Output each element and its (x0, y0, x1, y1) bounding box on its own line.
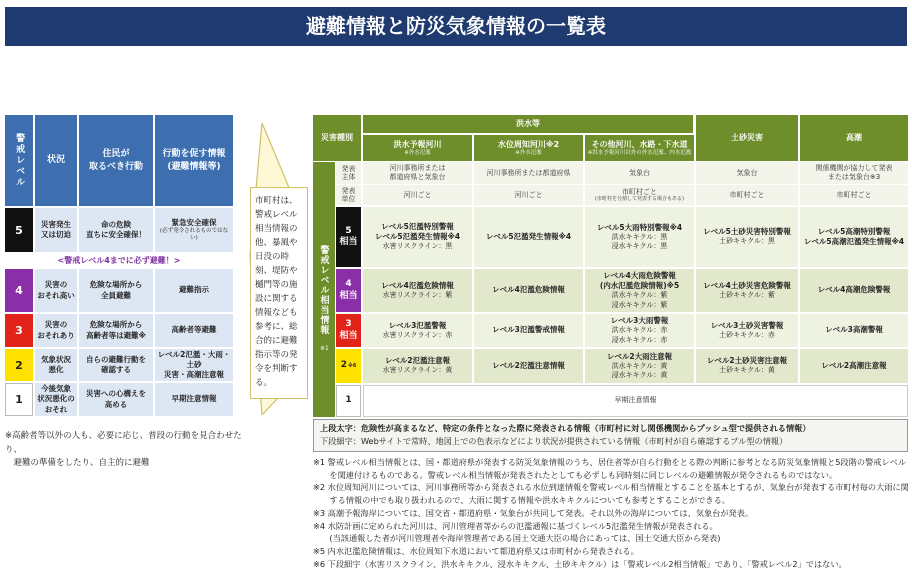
warning-detail: 洪水キキクル：黒 (611, 232, 668, 241)
warning-name: レベル3高潮警報 (825, 325, 883, 335)
column-label: 水位周知河川※2 (497, 139, 560, 149)
equivalent-info-label: 警戒レベル相当情報 (313, 162, 335, 417)
warning-detail: 浸水キキクル：黄 (611, 371, 668, 380)
header-info: 行動を促す情報 (避難情報等) (155, 115, 233, 206)
info-cell (155, 349, 233, 381)
warning-cell (363, 349, 472, 383)
warning-cell (696, 349, 798, 383)
issuer-cell: 気象台 (696, 162, 798, 184)
footnote-line: ※4 水防計画に定められた河川は、河川管理者等からの氾濫通報に基づくレベル5氾濫発生情報が発表される。 (313, 520, 718, 531)
info-label: 緊急安全確保 (171, 217, 217, 227)
level-equiv-badge: 4 相当 (336, 269, 361, 312)
info-cell (155, 208, 233, 252)
unit-cell (696, 185, 798, 205)
warning-cell (696, 269, 798, 312)
footnote-line: を関連付けるものである。警戒レベル相当情報が発表されたとしても必ずしも同時刻に同じレベルの避難情報が発令されるものではない。 (313, 469, 838, 480)
warning-name: レベル5大雨特別警報※4 (596, 222, 683, 232)
warning-detail: 浸水キキクル：赤 (611, 335, 668, 344)
warning-name: レベル5氾濫特別警報 (381, 222, 454, 232)
action-cell: 自らの避難行動を 確認する (79, 349, 153, 381)
municipality-note: 市町村は、警戒レベル相当情報の他、暴風や日没の時刻、堤防や樋門等の施設に関する情報なども参考に、総合的に避難指示等の発令を判断する。 (250, 187, 308, 399)
warning-detail: 水害リスクライン：赤 (382, 330, 453, 339)
warning-name: レベル4大雨危険警報 (603, 270, 676, 280)
column-label: 洪水予報河川 (393, 139, 442, 149)
early-warning-cell: 早期注意情報 (363, 385, 908, 417)
warning-cell (696, 314, 798, 347)
warning-detail: 水害リスクライン：紫 (382, 290, 453, 299)
header-disaster-type: 災害種別 (313, 115, 361, 161)
footnote-line: する情報の中でも取り扱われるので、大雨に関する情報や洪水キキクルについても参考とすることができる。 (313, 495, 730, 506)
level-equiv-badge: 1 (336, 385, 361, 417)
warning-name: レベル4氾濫危険情報 (492, 285, 565, 295)
warning-detail: 水害リスクライン：黄 (382, 366, 453, 375)
unit-value: 市町村ごと (622, 187, 657, 196)
warning-cell (585, 207, 694, 267)
level-equiv-badge: 5 相当 (336, 207, 361, 267)
warning-detail: 浸水キキクル：紫 (611, 300, 668, 309)
level-badge: 3 (5, 314, 33, 347)
warning-cell (474, 314, 583, 347)
column-label: 高潮 (846, 133, 862, 142)
warning-cell (800, 314, 908, 347)
level-equiv-badge: 3 相当 (336, 314, 361, 347)
warning-name: レベル5高潮特別警報 (817, 226, 891, 236)
legend-thin: 下段細字：Webサイトで常時、地図上での色表示などにより状況が提供されている情報（市町村が自ら確認するプル型の情報） (320, 436, 788, 447)
issuer-label: 発表 主体 (336, 162, 361, 184)
column-sublabel: ※洪水予報河川以外の外水氾濫、内水氾濫 (587, 149, 692, 156)
page-title: 避難情報と防災気象情報の一覧表 (5, 7, 907, 46)
warning-name: レベル2高潮注意報 (821, 360, 887, 370)
action-cell: 災害への心構えを 高める (79, 383, 153, 416)
footnote-line: ※3 高潮予報海岸については、国交省・都道府県・気象台が共同して発表。それ以外の海岸については、気象台が発表。 (313, 507, 754, 518)
legend-box (313, 419, 908, 452)
action-cell: 命の危険 直ちに安全確保！ (79, 208, 153, 252)
issuer-cell: 関係機関が協力して発表 または気象台※3 (800, 162, 908, 184)
column-sublabel: ※外水氾濫 (404, 149, 431, 156)
warning-detail: 水害リスクライン：黒 (382, 242, 453, 251)
warning-name: レベル2氾濫注意報 (384, 356, 451, 366)
unit-cell (585, 185, 694, 205)
warning-cell (696, 207, 798, 267)
footnote-line: ※6 下段細字（水害リスクライン、洪水キキクル、浸水キキクル、土砂キキクル）は「警戒レベル2相当情報」であり、「警戒レベル2」ではない。 (313, 558, 847, 569)
left-note: ※高齢者等以外の人も、必要に応じ、普段の行動を見合わせたり、 避難の準備をしたり、自主的に避難 (5, 431, 242, 469)
warning-name: レベル4土砂災害危険警報 (703, 280, 791, 290)
warning-name: レベル5氾濫発生情報※4 (485, 231, 572, 241)
column-header (363, 135, 472, 161)
column-header (696, 115, 798, 161)
column-header (800, 115, 908, 161)
level-equiv-badge: 2 ※6 (336, 349, 361, 383)
warning-detail: 洪水キキクル：紫 (611, 291, 668, 300)
unit-value: 河川ごと (514, 190, 543, 199)
warning-name: レベル4氾濫危険情報 (381, 280, 454, 290)
info-sublabel: (必ず発令されるものではない) (159, 227, 229, 242)
info-label: レベル2氾濫・大雨・土砂 災害・高潮注意報 (157, 349, 231, 380)
action-cell: 危険な場所から 高齢者等は避難※ (79, 314, 153, 347)
issuer-cell: 河川事務所または都道府県 (474, 162, 583, 184)
level-badge: 2 (5, 349, 33, 381)
warning-cell (363, 207, 472, 267)
warning-cell (474, 269, 583, 312)
column-header (585, 135, 694, 161)
footnote-line: ※2 水位周知河川については、河川事務所等から発表される水位到達情報を警戒レベル相当情報とすることを基本とするが、気象台が発表する市町村毎の大雨に関 (313, 482, 909, 493)
warning-name: レベル2大雨注意報 (606, 351, 673, 361)
level-badge: 5 (5, 208, 33, 252)
warning-detail: 土砂キキクル：紫 (719, 290, 775, 299)
header-flood: 洪水等 (363, 115, 693, 133)
warning-cell (800, 269, 908, 312)
warning-name: レベル3土砂災害警報 (710, 320, 784, 330)
column-header (474, 135, 583, 161)
legend-bold: 上段太字：危険性が高まるなど、特定の条件となった際に発表される情報（市町村に対し関係機関からプッシュ型で提供される情報） (320, 423, 811, 433)
warning-cell (363, 314, 472, 347)
warning-name: レベル5高潮氾濫発生情報※4 (803, 237, 905, 246)
unit-sub: (市町村を分割して発表する場合もある) (595, 196, 684, 203)
info-label: 高齢者等避難 (171, 325, 217, 335)
info-cell (155, 383, 233, 416)
info-cell (155, 269, 233, 312)
situation-cell: 今後気象 状況悪化の おそれ (35, 383, 77, 416)
warning-name: レベル2氾濫注意情報 (492, 360, 565, 370)
warning-detail: 洪水キキクル：黄 (611, 361, 668, 370)
unit-cell (800, 185, 908, 205)
column-label: 土砂災害 (731, 133, 763, 142)
info-cell (155, 314, 233, 347)
issuer-cell: 河川事務所または 都道府県と気象台 (363, 162, 472, 184)
warning-cell (800, 349, 908, 383)
footnotes (313, 456, 910, 570)
header-situation: 状況 (35, 115, 77, 206)
situation-cell: 災害発生 又は切迫 (35, 208, 77, 252)
warning-name: (内水氾濫危険情報)※5 (599, 281, 680, 291)
info-label: 早期注意情報 (171, 394, 217, 404)
warning-detail: 浸水キキクル：黒 (611, 242, 668, 251)
footnote-line: ※1 警戒レベル相当情報とは、国・都道府県が発表する防災気象情報のうち、居住者等が自ら行動をとる際の判断に参考となる防災気象情報と5段階の警戒レベル (313, 457, 907, 467)
warning-cell (585, 349, 694, 383)
warning-cell (363, 269, 472, 312)
unit-value: 市町村ごと (836, 190, 872, 199)
level-note: ※6 (347, 362, 357, 369)
warning-name: レベル2土砂災害注意報 (706, 356, 788, 366)
unit-value: 市町村ごと (729, 190, 765, 199)
warning-name: レベル4高潮危険警報 (817, 285, 891, 295)
warning-cell (474, 207, 583, 267)
column-label: その他河川、水路・下水道 (591, 139, 688, 149)
level-badge: 1 (5, 383, 33, 416)
issuer-cell: 気象台 (585, 162, 694, 184)
unit-label: 発表 単位 (336, 185, 361, 205)
column-sublabel: ※外水氾濫 (515, 149, 542, 156)
info-label: 避難指示 (179, 285, 209, 295)
warning-detail: 洪水キキクル：赤 (611, 326, 668, 335)
warning-name: レベル3氾濫警報 (388, 320, 447, 330)
warning-detail: 土砂キキクル：黒 (719, 237, 775, 246)
situation-cell: 気象状況 悪化 (35, 349, 77, 381)
warning-detail: 土砂キキクル：赤 (719, 330, 775, 339)
header-level: 警戒レベル (5, 115, 33, 206)
footnote-line: (当該通報した者が河川管理者や海岸管理者である国土交通大臣の場合にあっては、国土交通大臣から発表) (313, 533, 721, 544)
footnote-line: ※5 内水氾濫危険情報は、水位周知下水道において都道府県又は市町村から発表される。 (313, 545, 639, 556)
evacuate-before-level4: <警戒レベル4までに必ず避難！> (57, 256, 181, 265)
header-action: 住民が 取るべき行動 (79, 115, 153, 206)
warning-name: レベル5土砂災害特別警報 (703, 227, 791, 237)
warning-cell (585, 314, 694, 347)
situation-cell: 災害の おそれ高い (35, 269, 77, 312)
warning-cell (474, 349, 583, 383)
side-note: ※1 (320, 345, 329, 352)
unit-cell (474, 185, 583, 205)
warning-name: レベル3氾濫警戒情報 (492, 325, 565, 335)
level-badge: 4 (5, 269, 33, 312)
warning-detail: 土砂キキクル：黄 (719, 366, 775, 375)
unit-value: 河川ごと (403, 190, 432, 199)
unit-cell (363, 185, 472, 205)
warning-name: レベル3大雨警報 (610, 316, 669, 325)
action-cell: 危険な場所から 全員避難 (79, 269, 153, 312)
warning-cell (800, 207, 908, 267)
warning-name: レベル5氾濫発生情報※4 (374, 232, 461, 242)
situation-cell: 災害の おそれあり (35, 314, 77, 347)
warning-cell (585, 269, 694, 312)
